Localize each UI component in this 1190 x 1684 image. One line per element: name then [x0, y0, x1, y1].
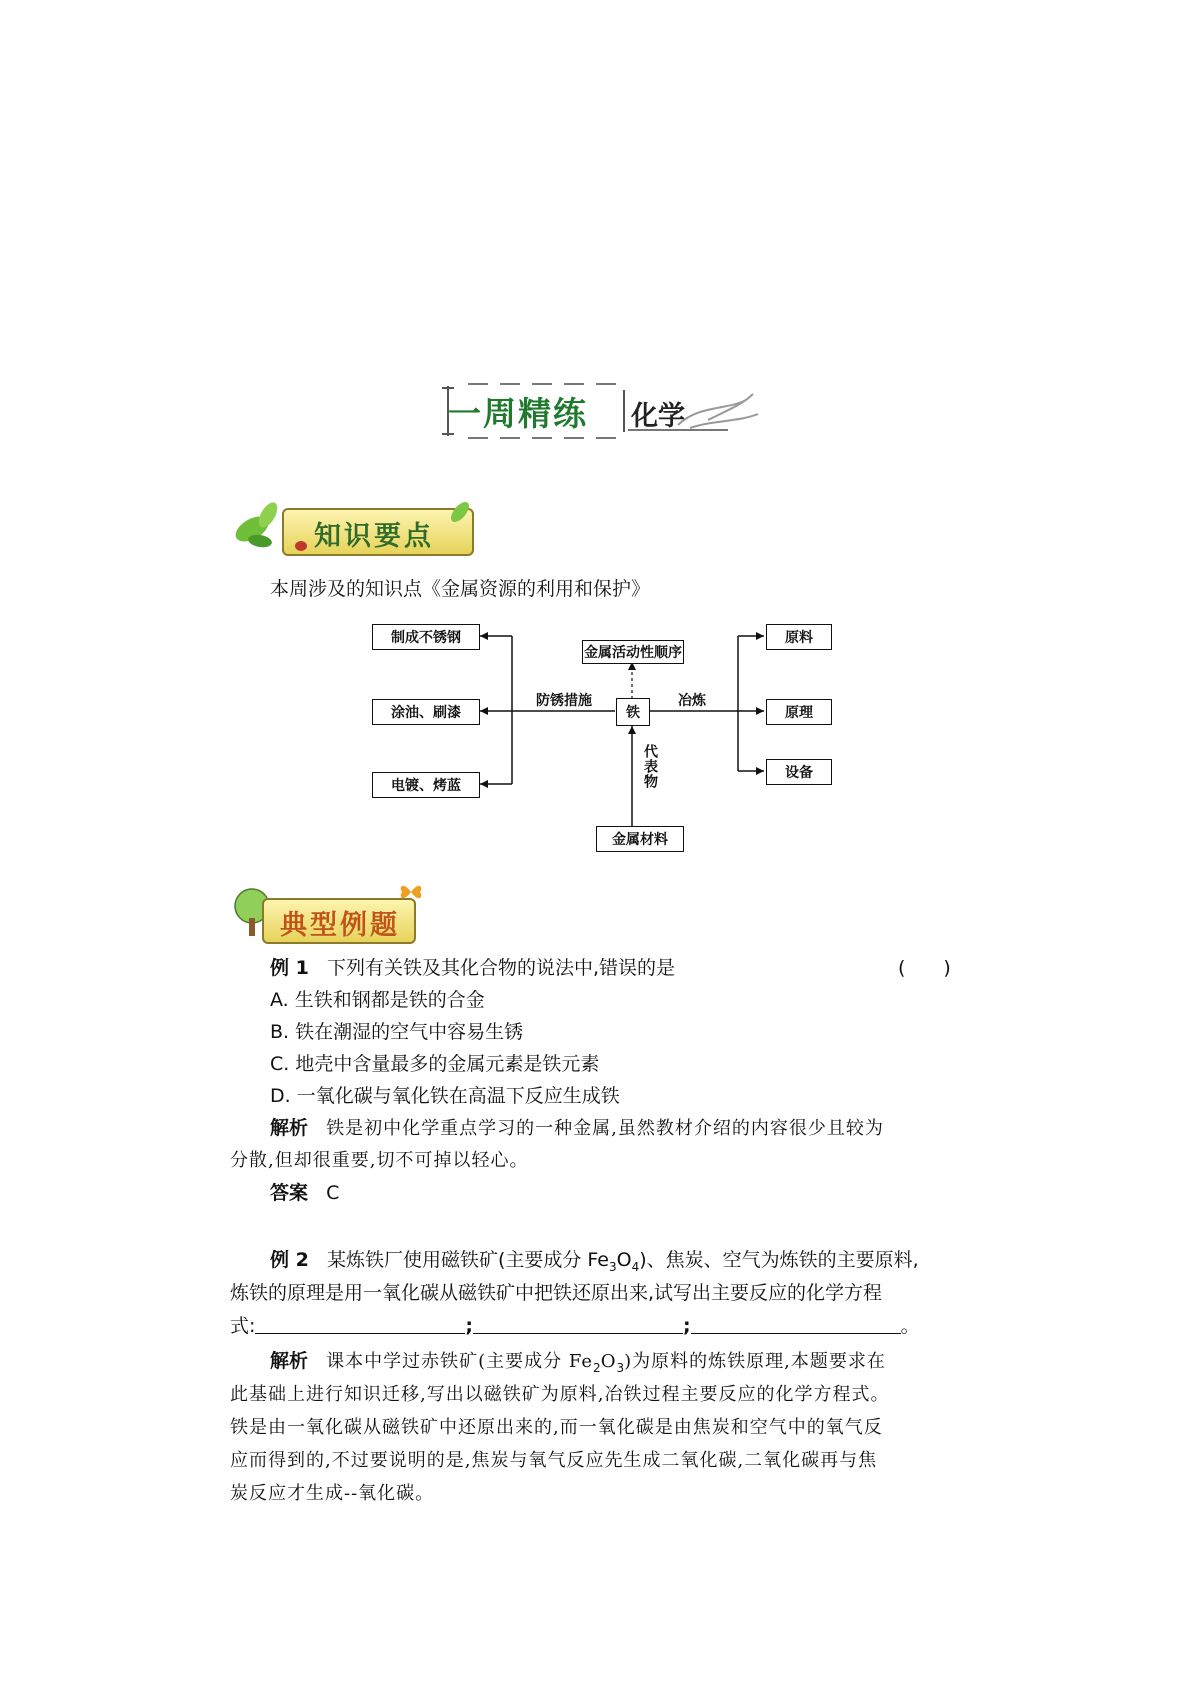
example2-analysis-line3: 铁是由一氧化碳从磁铁矿中还原出来的,而一氧化碳是由焦炭和空气中的氧气反	[230, 1417, 883, 1438]
example2-q3-prefix: 式:	[230, 1315, 256, 1337]
example2-q1c: )、焦炭、空气为炼铁的主要原料,	[639, 1249, 919, 1271]
node-oil-paint: 涂油、刷漆	[372, 699, 480, 725]
equation-blank-2[interactable]	[473, 1315, 683, 1334]
butterfly-icon	[396, 880, 426, 904]
example1-option-c: C. 地壳中含量最多的金属元素是铁元素	[270, 1053, 600, 1075]
label-representative: 代表物	[642, 744, 658, 789]
example2-analysis-line1	[270, 1346, 886, 1375]
example1-analysis	[270, 1113, 884, 1140]
example2-analysis-line4: 应而得到的,不过要说明的是,焦炭与氧气反应先生成二氧化碳,二氧化碳再与焦	[230, 1450, 878, 1471]
example2-question-line3	[230, 1311, 920, 1338]
intro-text: 本周涉及的知识点《金属资源的利用和保护》	[270, 578, 651, 600]
example2-q1a: 某炼铁厂使用磁铁矿(主要成分 Fe	[326, 1249, 610, 1271]
node-iron: 铁	[616, 698, 650, 726]
node-equipment: 设备	[766, 759, 832, 785]
example2-q1b: O	[616, 1249, 632, 1271]
label-smelting: 冶炼	[678, 693, 706, 709]
example1-option-a: A. 生铁和钢都是铁的合金	[270, 989, 485, 1011]
header-subject: 化学	[631, 401, 685, 432]
node-activity-series: 金属活动性顺序	[582, 640, 684, 664]
example2-question-line2: 炼铁的原理是用一氧化碳从磁铁矿中把铁还原出来,试写出主要反应的化学方程	[230, 1282, 883, 1304]
example2-q1-sub1: 3	[609, 1259, 617, 1274]
example1-answer-value: C	[326, 1182, 340, 1204]
example1-answer-label: 答案	[270, 1182, 309, 1204]
example1-question	[270, 953, 675, 980]
example2-label: 例 2	[270, 1249, 309, 1271]
equation-blank-1[interactable]	[255, 1315, 465, 1334]
example2-a1-sub1: 2	[593, 1360, 601, 1375]
example1-answer	[270, 1178, 339, 1205]
section-knowledge-title: 知识要点	[314, 521, 434, 552]
node-plating: 电镀、烤蓝	[372, 772, 480, 798]
example1-analysis-line1: 铁是初中化学重点学习的一种金属,虽然教材介绍的内容很少且较为	[326, 1118, 884, 1139]
node-principle: 原理	[766, 699, 832, 725]
example1-label: 例 1	[270, 957, 309, 979]
node-stainless: 制成不锈钢	[372, 624, 480, 650]
example1-analysis-label: 解析	[270, 1117, 309, 1139]
ladybug-icon	[294, 540, 308, 552]
concept-map	[360, 616, 840, 851]
section-examples-title: 典型例题	[280, 910, 400, 941]
example2-analysis-line2: 此基础上进行知识迁移,写出以磁铁矿为原料,冶铁过程主要反应的化学方程式。	[230, 1384, 890, 1405]
leaf-icon	[230, 495, 290, 555]
sep-1: ;	[465, 1315, 474, 1337]
example1-answer-paren: ( )	[898, 957, 951, 979]
example2-a1a: 课本中学过赤铁矿(主要成分 Fe	[326, 1351, 594, 1372]
q3-end: 。	[900, 1315, 920, 1337]
example1-analysis-line2: 分散,但却很重要,切不可掉以轻心。	[230, 1150, 529, 1171]
example2-a1c: )为原料的炼铁原理,本题要求在	[624, 1351, 886, 1372]
node-metal-materials: 金属材料	[596, 826, 684, 852]
example1-option-b: B. 铁在潮湿的空气中容易生锈	[270, 1021, 524, 1043]
leaf-icon	[444, 494, 478, 534]
example2-question-line1	[270, 1245, 919, 1274]
example2-q1-sub2: 4	[631, 1259, 640, 1274]
example2-a1-sub2: 3	[616, 1360, 625, 1375]
label-rust-prevention: 防锈措施	[536, 693, 592, 709]
node-raw-materials: 原料	[766, 624, 832, 650]
example2-analysis-label: 解析	[270, 1350, 309, 1372]
header-title: 一周精练	[448, 394, 588, 433]
example1-question-text: 下列有关铁及其化合物的说法中,错误的是	[326, 957, 676, 979]
example2-analysis-line5: 炭反应才生成--氧化碳。	[230, 1483, 435, 1504]
sep-2: ;	[683, 1315, 691, 1337]
equation-blank-3[interactable]	[691, 1315, 901, 1334]
example1-option-d: D. 一氧化碳与氧化铁在高温下反应生成铁	[270, 1085, 620, 1107]
example2-a1b: O	[600, 1351, 617, 1372]
